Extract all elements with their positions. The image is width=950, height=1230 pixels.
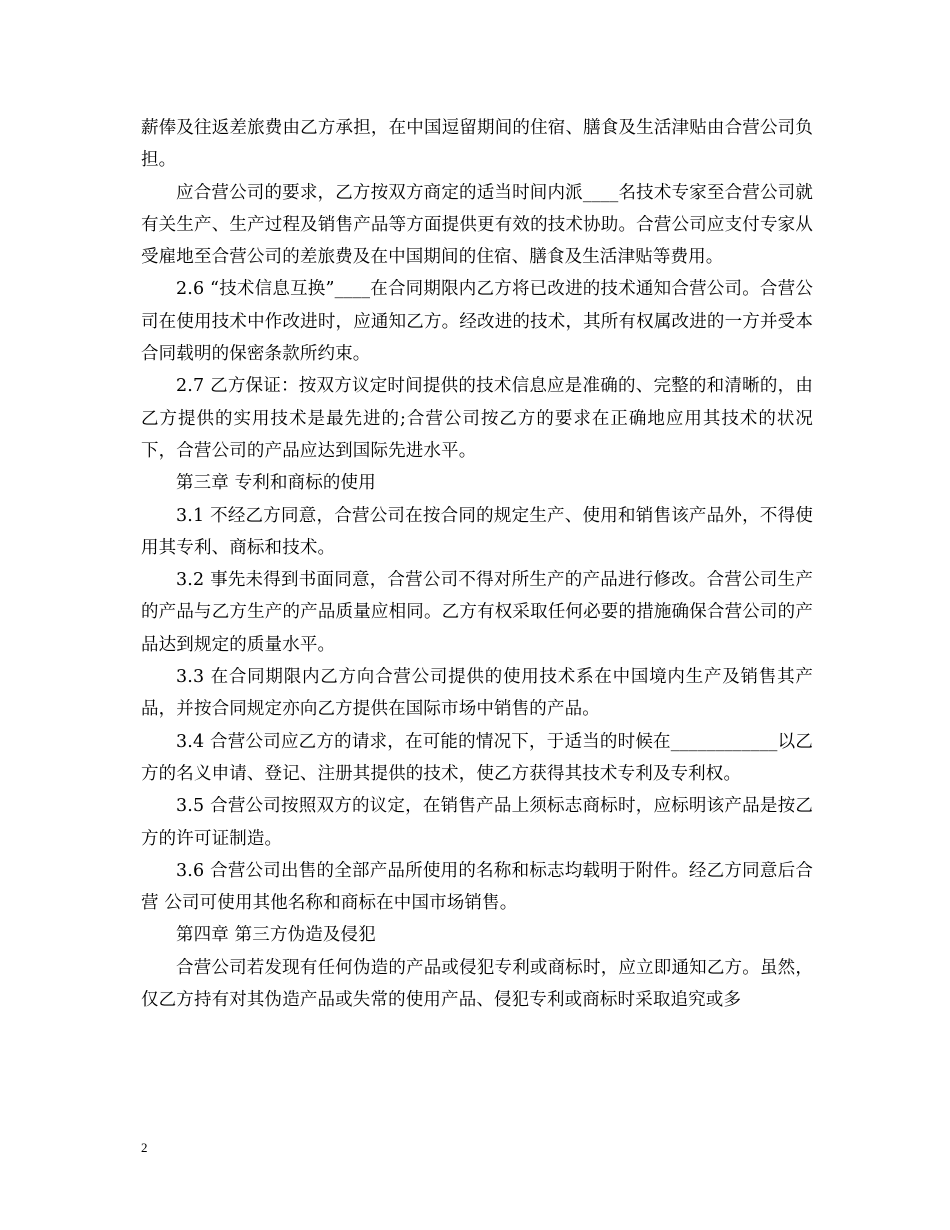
paragraph-1: 应合营公司的要求，乙方按双方商定的适当时间内派____名技术专家至合营公司就有关生产、生产过程及销售产品等方面提供更有效的技术协助。合营公司应支付专家从受雇地至合营公司的差旅费及在中国期间的住宿、膳食及生活津贴等费用。: [141, 182, 813, 268]
paragraph-3-6: 3.6 合营公司出售的全部产品所使用的名称和标志均载明于附件。经乙方同意后合营 公司可使用其他名称和商标在中国市场销售。: [141, 860, 813, 914]
paragraph-3-2: 3.2 事先未得到书面同意，合营公司不得对所生产的产品进行修改。合营公司生产的产品与乙方生产的产品质量应相同。乙方有权采取任何必要的措施确保合营公司的产品达到规定的质量水平。: [141, 570, 813, 655]
chapter-4-heading: 第四章 第三方伪造及侵犯: [176, 925, 376, 946]
paragraph-4-1: 合营公司若发现有任何伪造的产品或侵犯专利或商标时，应立即通知乙方。虽然，仅乙方持有对其伪造产品或失常的使用产品、侵犯专利或商标时采取追究或多: [141, 957, 813, 1011]
paragraph-3-3: 3.3 在合同期限内乙方向合营公司提供的使用技术系在中国境内生产及销售其产品，并按合同规定亦向乙方提供在国际市场中销售的产品。: [141, 667, 813, 720]
paragraph-2-7: 2.7 乙方保证：按双方议定时间提供的技术信息应是准确的、完整的和清晰的，由乙方提供的实用技术是最先进的;合营公司按乙方的要求在正确地应用其技术的状况下，合营公司的产品应达到国际先进水平。: [141, 376, 813, 461]
paragraph-3-4: 3.4 合营公司应乙方的请求，在可能的情况下，于适当的时候在____________以乙方的名义申请、登记、注册其提供的技术，使乙方获得其技术专利及专利权。: [141, 731, 813, 784]
chapter-3-heading: 第三章 专利和商标的使用: [176, 473, 376, 494]
paragraph-2-6: 2.6 “技术信息互换”____在合同期限内乙方将已改进的技术通知合营公司。合营公司在使用技术中作改进时，应通知乙方。经改进的技术，其所有权属改进的一方并受本合同载明的保密条款所约束。: [141, 279, 813, 365]
paragraph-3-5: 3.5 合营公司按照双方的议定，在销售产品上须标志商标时，应标明该产品是按乙方的许可证制造。: [141, 796, 813, 849]
paragraph-0: 薪俸及往返差旅费由乙方承担，在中国逗留期间的住宿、膳食及生活津贴由合营公司负担。: [141, 118, 813, 171]
page-number: 2: [141, 1140, 148, 1155]
paragraph-3-1: 3.1 不经乙方同意，合营公司在按合同的规定生产、使用和销售该产品外，不得使用其专利、商标和技术。: [141, 505, 813, 558]
document-body: [141, 112, 813, 1016]
